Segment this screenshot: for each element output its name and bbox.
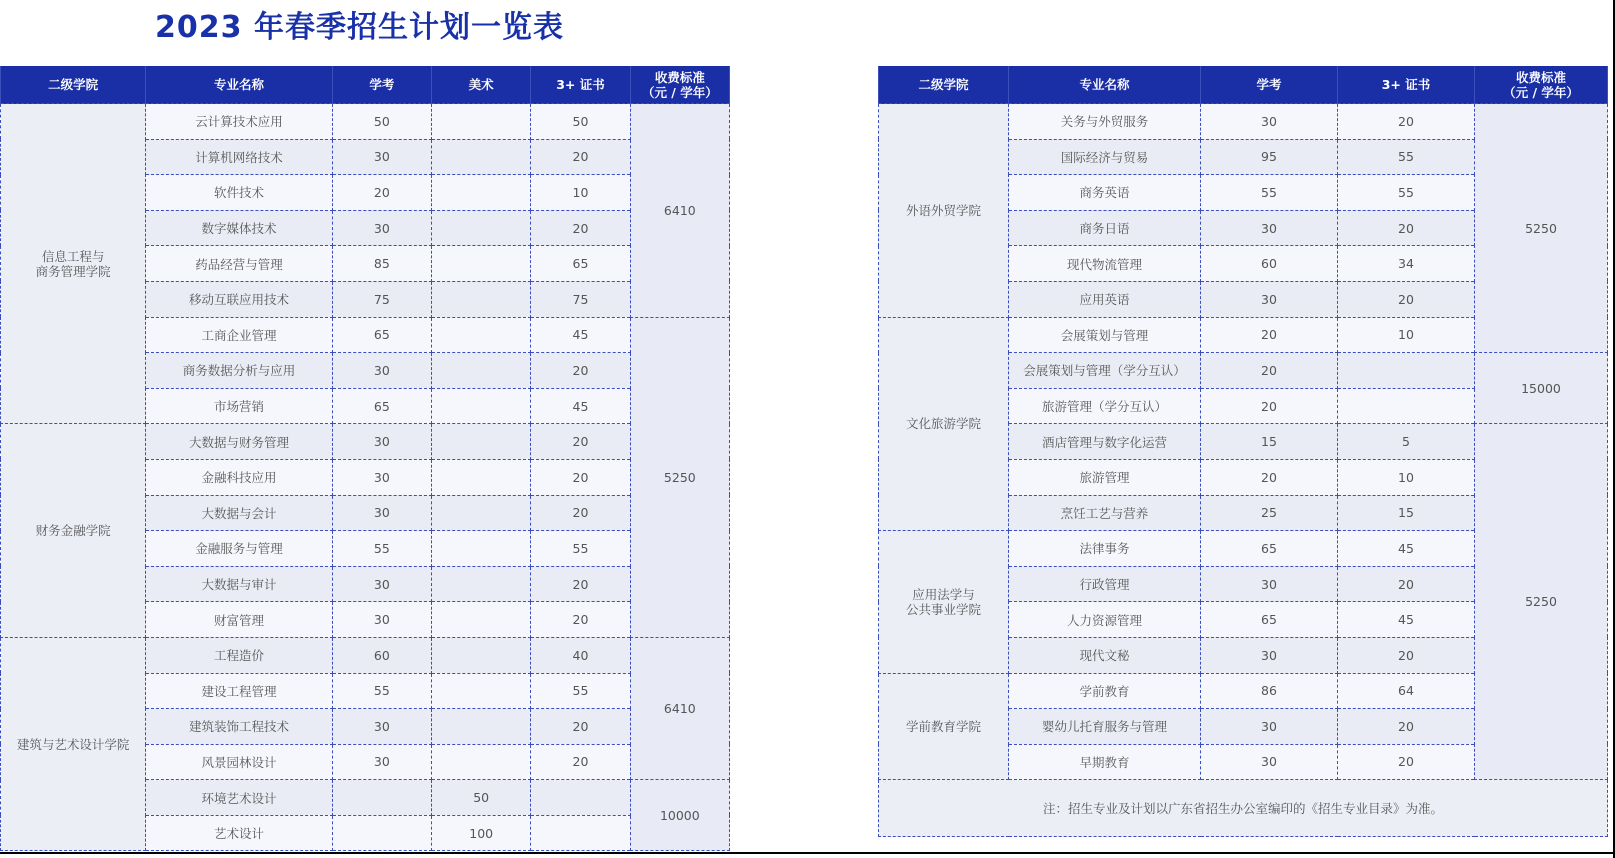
xk-cell: 20 [332,175,431,211]
cert-cell: 5 [1338,424,1475,460]
fee-cell: 15000 [1475,353,1608,424]
cert-cell: 64 [1338,673,1475,709]
xk-cell [332,815,431,851]
xk-cell: 55 [332,673,431,709]
xk-cell: 65 [1201,602,1338,638]
cert-cell: 50 [531,104,630,140]
major-cell: 云计算技术应用 [146,104,332,140]
xk-cell: 25 [1201,495,1338,531]
table-row [1,424,730,460]
cert-cell: 20 [1338,104,1475,140]
xk-cell: 60 [332,637,431,673]
xk-cell: 65 [332,317,431,353]
xk-cell: 20 [1201,459,1338,495]
ms-cell [432,459,531,495]
cert-cell: 20 [1338,709,1475,745]
college-cell: 学前教育学院 [879,673,1009,780]
xk-cell: 20 [1201,388,1338,424]
cert-cell: 45 [1338,602,1475,638]
cert-cell: 20 [531,353,630,389]
enrollment-table-left [0,66,730,851]
major-cell: 会展策划与管理 [1009,317,1201,353]
cert-cell [1338,353,1475,389]
xk-cell: 30 [332,210,431,246]
major-cell: 工商企业管理 [146,317,332,353]
xk-cell: 30 [332,744,431,780]
xk-cell: 55 [1201,175,1338,211]
cert-cell: 10 [1338,317,1475,353]
ms-cell [432,637,531,673]
cert-cell: 10 [1338,459,1475,495]
xk-cell: 30 [1201,566,1338,602]
cert-cell: 55 [531,531,630,567]
xk-cell: 30 [1201,104,1338,140]
cert-cell: 10 [531,175,630,211]
fee-cell: 5250 [630,317,729,637]
cert-cell: 20 [531,566,630,602]
xk-cell [332,780,431,816]
header-major: 专业名称 [1009,66,1201,104]
major-cell: 金融科技应用 [146,459,332,495]
major-cell: 会展策划与管理（学分互认） [1009,353,1201,389]
xk-cell: 30 [332,495,431,531]
cert-cell: 40 [531,637,630,673]
xk-cell: 15 [1201,424,1338,460]
cert-cell: 20 [531,495,630,531]
bottom-border [0,852,1615,854]
ms-cell [432,210,531,246]
college-cell: 信息工程与 商务管理学院 [1,104,146,424]
cert-cell: 55 [1338,175,1475,211]
cert-cell: 20 [531,424,630,460]
xk-cell: 86 [1201,673,1338,709]
cert-cell [1338,388,1475,424]
xk-cell: 60 [1201,246,1338,282]
cert-cell: 20 [1338,744,1475,780]
major-cell: 行政管理 [1009,566,1201,602]
major-cell: 关务与外贸服务 [1009,104,1201,140]
cert-cell: 45 [531,388,630,424]
major-cell: 大数据与财务管理 [146,424,332,460]
ms-cell: 100 [432,815,531,851]
ms-cell [432,744,531,780]
cert-cell: 20 [531,459,630,495]
major-cell: 建设工程管理 [146,673,332,709]
major-cell: 市场营销 [146,388,332,424]
xk-cell: 20 [1201,353,1338,389]
major-cell: 药品经营与管理 [146,246,332,282]
xk-cell: 20 [1201,317,1338,353]
cert-cell: 55 [1338,139,1475,175]
xk-cell: 30 [1201,210,1338,246]
xk-cell: 30 [1201,744,1338,780]
header-xuekao: 学考 [1201,66,1338,104]
xk-cell: 55 [332,531,431,567]
xk-cell: 30 [1201,637,1338,673]
ms-cell [432,317,531,353]
major-cell: 金融服务与管理 [146,531,332,567]
ms-cell [432,495,531,531]
major-cell: 法律事务 [1009,531,1201,567]
note-row [879,780,1608,837]
cert-cell: 20 [1338,637,1475,673]
cert-cell: 45 [531,317,630,353]
major-cell: 烹饪工艺与营养 [1009,495,1201,531]
college-cell: 建筑与艺术设计学院 [1,637,146,851]
major-cell: 应用英语 [1009,281,1201,317]
header-fee: 收费标准 （元 / 学年） [1475,66,1608,104]
xk-cell: 30 [1201,281,1338,317]
cert-cell [531,780,630,816]
major-cell: 学前教育 [1009,673,1201,709]
xk-cell: 30 [332,424,431,460]
college-cell: 应用法学与 公共事业学院 [879,531,1009,673]
header-meishu: 美术 [432,66,531,104]
major-cell: 移动互联应用技术 [146,281,332,317]
xk-cell: 30 [332,353,431,389]
xk-cell: 30 [1201,709,1338,745]
cert-cell: 20 [1338,566,1475,602]
fee-cell: 5250 [1475,104,1608,353]
cert-cell: 20 [1338,281,1475,317]
college-cell: 财务金融学院 [1,424,146,638]
table-header-row [879,66,1608,104]
header-college: 二级学院 [879,66,1009,104]
cert-cell: 20 [531,210,630,246]
major-cell: 人力资源管理 [1009,602,1201,638]
fee-cell: 10000 [630,780,729,851]
major-cell: 酒店管理与数字化运营 [1009,424,1201,460]
major-cell: 早期教育 [1009,744,1201,780]
xk-cell: 85 [332,246,431,282]
major-cell: 大数据与审计 [146,566,332,602]
major-cell: 财富管理 [146,602,332,638]
ms-cell [432,246,531,282]
table-row [879,104,1608,140]
ms-cell [432,104,531,140]
major-cell: 工程造价 [146,637,332,673]
table-row [1,104,730,140]
header-xuekao: 学考 [332,66,431,104]
cert-cell: 20 [1338,210,1475,246]
xk-cell: 30 [332,459,431,495]
header-fee: 收费标准 （元 / 学年） [630,66,729,104]
xk-cell: 30 [332,602,431,638]
ms-cell [432,424,531,460]
page-title: 2023 年春季招生计划一览表 [155,10,564,45]
major-cell: 建筑装饰工程技术 [146,709,332,745]
xk-cell: 30 [332,139,431,175]
major-cell: 现代文秘 [1009,637,1201,673]
major-cell: 旅游管理（学分互认） [1009,388,1201,424]
major-cell: 艺术设计 [146,815,332,851]
major-cell: 数字媒体技术 [146,210,332,246]
cert-cell: 20 [531,709,630,745]
college-cell: 文化旅游学院 [879,317,1009,531]
cert-cell [531,815,630,851]
ms-cell [432,139,531,175]
major-cell: 商务日语 [1009,210,1201,246]
table-header-row [1,66,730,104]
cert-cell: 20 [531,602,630,638]
fee-cell: 5250 [1475,424,1608,780]
ms-cell [432,281,531,317]
ms-cell [432,353,531,389]
header-cert: 3+ 证书 [1338,66,1475,104]
ms-cell [432,388,531,424]
fee-cell: 6410 [630,637,729,779]
college-cell: 外语外贸学院 [879,104,1009,318]
header-cert: 3+ 证书 [531,66,630,104]
ms-cell [432,566,531,602]
major-cell: 现代物流管理 [1009,246,1201,282]
xk-cell: 95 [1201,139,1338,175]
xk-cell: 30 [332,709,431,745]
cert-cell: 45 [1338,531,1475,567]
major-cell: 商务英语 [1009,175,1201,211]
footnote: 注：招生专业及计划以广东省招生办公室编印的《招生专业目录》为准。 [879,780,1608,837]
header-major: 专业名称 [146,66,332,104]
xk-cell: 65 [332,388,431,424]
table-row [1,637,730,673]
xk-cell: 75 [332,281,431,317]
cert-cell: 20 [531,744,630,780]
cert-cell: 15 [1338,495,1475,531]
header-college: 二级学院 [1,66,146,104]
xk-cell: 65 [1201,531,1338,567]
ms-cell: 50 [432,780,531,816]
enrollment-table-right [878,66,1608,837]
xk-cell: 30 [332,566,431,602]
cert-cell: 20 [531,139,630,175]
major-cell: 婴幼儿托育服务与管理 [1009,709,1201,745]
major-cell: 旅游管理 [1009,459,1201,495]
cert-cell: 55 [531,673,630,709]
fee-cell: 6410 [630,104,729,318]
major-cell: 计算机网络技术 [146,139,332,175]
ms-cell [432,673,531,709]
xk-cell: 50 [332,104,431,140]
ms-cell [432,602,531,638]
major-cell: 国际经济与贸易 [1009,139,1201,175]
ms-cell [432,709,531,745]
ms-cell [432,175,531,211]
cert-cell: 34 [1338,246,1475,282]
cert-cell: 65 [531,246,630,282]
major-cell: 风景园林设计 [146,744,332,780]
cert-cell: 75 [531,281,630,317]
ms-cell [432,531,531,567]
major-cell: 软件技术 [146,175,332,211]
major-cell: 环境艺术设计 [146,780,332,816]
major-cell: 商务数据分析与应用 [146,353,332,389]
major-cell: 大数据与会计 [146,495,332,531]
